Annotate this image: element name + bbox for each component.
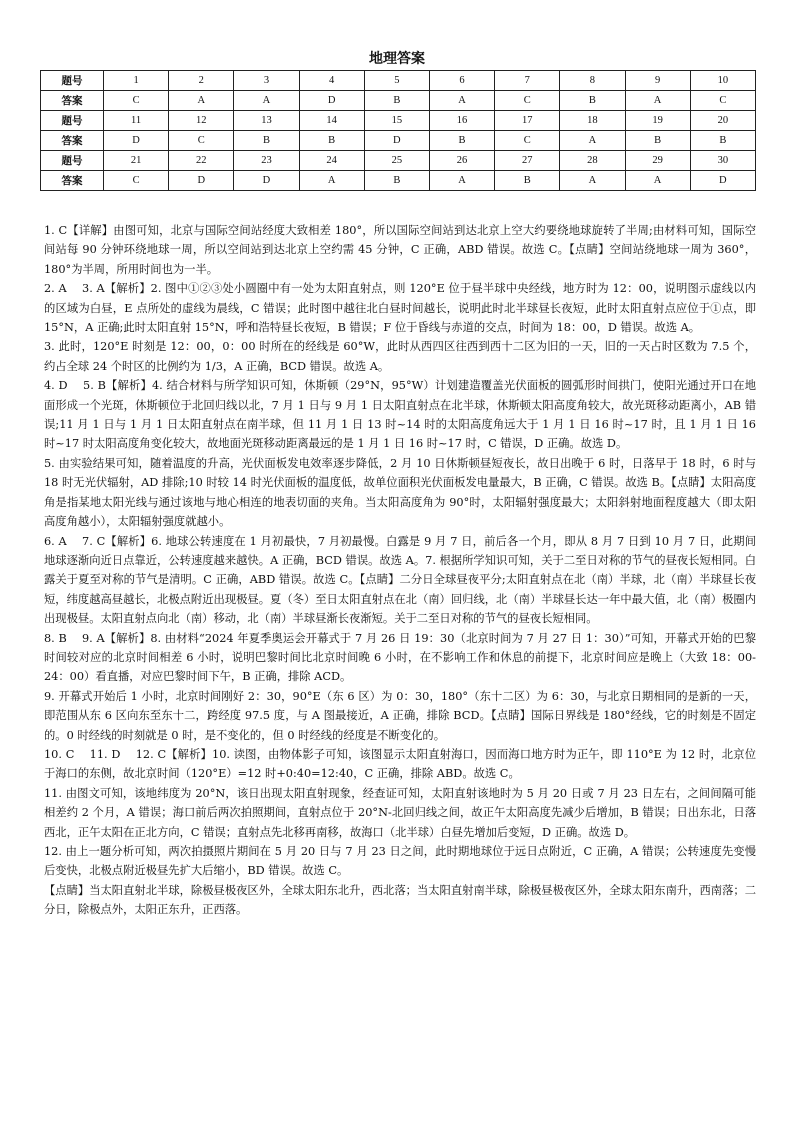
question-number-row [41, 151, 756, 171]
question-number-cell: 12 [169, 111, 234, 131]
answer-cell: A [560, 131, 625, 151]
answer-cell: C [104, 171, 169, 191]
question-number-cell: 18 [560, 111, 625, 131]
question-number-cell: 25 [364, 151, 429, 171]
answer-cell: A [625, 171, 690, 191]
question-number-cell: 29 [625, 151, 690, 171]
answer-cell: B [364, 91, 429, 111]
question-number-cell: 1 [104, 71, 169, 91]
answer-cell: B [299, 131, 364, 151]
answer-cell: A [234, 91, 299, 111]
question-number-cell: 26 [429, 151, 494, 171]
question-number-cell: 3 [234, 71, 299, 91]
explanation-paragraph: 12. 由上一题分析可知，两次拍摄照片期间在 5 月 20 日与 7 月 23 日之间，此时期地球位于远日点附近，C 正确，A 错误；公转速度先变慢后变快，北极点附近极昼先扩大后缩小，BD 错误。故选 C。 [44, 845, 756, 878]
answer-cell: A [169, 91, 234, 111]
answer-cell: D [364, 131, 429, 151]
question-number-label: 题号 [41, 151, 104, 171]
question-number-row [41, 71, 756, 91]
question-number-cell: 9 [625, 71, 690, 91]
question-number-cell: 17 [495, 111, 560, 131]
question-number-cell: 5 [364, 71, 429, 91]
answer-cell: A [560, 171, 625, 191]
question-number-cell: 21 [104, 151, 169, 171]
answer-cell: A [299, 171, 364, 191]
answer-label: 答案 [41, 171, 104, 191]
question-number-cell: 2 [169, 71, 234, 91]
question-number-cell: 7 [495, 71, 560, 91]
question-number-cell: 19 [625, 111, 690, 131]
answer-cell: A [625, 91, 690, 111]
page-title: 地理答案 [369, 51, 425, 67]
explanation-paragraph: 9. 开幕式开始后 1 小时，北京时间刚好 2：30，90°E（东 6 区）为 0：30，180°（东十二区）为 6：30，与北京日期相同的是新的一天，即范围从东 6 区向东至东十二，跨经度 97.5 度，与 A 图最接近，A 正确，排除 BCD。【点睛】国际日界线是 180°经线，它的时刻是不固定的。0 时经线的时刻就是 0 时，是不变化的，但 0 时经线的经度是不断变化的。 [44, 689, 756, 742]
explanation-paragraph: 8. B 9. A【解析】8. 由材料“2024 年夏季奥运会开幕式于 7 月 26 日 19：30（北京时间为 7 月 27 日 1：30）”可知，开幕式开始的巴黎时间较对应的北京时间相差 6 小时，说明巴黎时间比北京时间晚 6 小时，在不影响工作和休息的前提下，北京时间应是晚上（大致 18：00-24：00）看直播，对应巴黎时间下午，B 正确，排除 ACD。 [44, 631, 756, 684]
answer-cell: C [690, 91, 755, 111]
explanation-paragraph: 1. C【详解】由图可知，北京与国际空间站经度大致相差 180°，所以国际空间站到达北京上空大约要绕地球旋转了半周;由材料可知，国际空间站每 90 分钟环绕地球一周，所以空间站到达北京上空约需 45 分钟，C 正确，ABD 错误。故选 C。【点睛】空间站绕地球一周为 360°，180°为半周，所用时间也为一半。 [44, 224, 756, 276]
answer-cell: B [364, 171, 429, 191]
answer-row [41, 131, 756, 151]
question-number-cell: 13 [234, 111, 299, 131]
answer-cell: A [429, 171, 494, 191]
answer-cell: B [560, 91, 625, 111]
explanation-paragraph: 2. A 3. A【解析】2. 图中①②③处小圆圈中有一处为太阳直射点，则 120°E 位于昼半球中央经线，地方时为 12：00，说明图示虚线以内的区域为白昼，E 点所处的虚线为晨线，C 错误；此时图中越往北白昼时间越长，说明此时北半球昼长夜短，此时太阳直射点应位于①点，即 15°N，A 正确;此时太阳直射 15°N，呼和浩特昼长夜短，B 错误；F 位于昏线与赤道的交点，时间为 18：00，D 错误。故选 A。 [44, 282, 756, 335]
explanation-paragraph: 4. D 5. B【解析】4. 结合材料与所学知识可知，休斯顿（29°N，95°W）计划建造覆盖光伏面板的圆弧形时间拱门，使阳光通过开口在地面形成一个光斑，休斯顿位于北回归线以北，7 月 1 日与 9 月 1 日太阳直射点在北半球，休斯顿太阳高度角较大，故光斑移动距离小，AB 错误;11 月 1 日与 1 月 1 日太阳直射点在南半球，但 11 月 1 日 13 时~14 时的太阳高度角远大于 1 月 1 日 16 时~17 时，且 1 月 1 日 16 时~17 时太阳高度角变化较大，故地面光斑移动距离最远的是 1 月 1 日 16 时~17 时，C 错误，D 正确。故选 D。 [44, 379, 756, 451]
question-number-label: 题号 [41, 111, 104, 131]
explanation-paragraph: 3. 此时，120°E 时刻是 12：00，0：00 时所在的经线是 60°W，此时从西四区往西到西十二区为旧的一天，旧的一天占时区数为 7.5 个，约占全球 24 个时区的比例约为 1/3，A 正确，BCD 错误。故选 A。 [44, 340, 756, 373]
question-number-cell: 30 [690, 151, 755, 171]
question-number-cell: 6 [429, 71, 494, 91]
question-number-cell: 10 [690, 71, 755, 91]
answer-label: 答案 [41, 131, 104, 151]
question-number-cell: 27 [495, 151, 560, 171]
question-number-cell: 24 [299, 151, 364, 171]
explanation-paragraph: 5. 由实验结果可知，随着温度的升高，光伏面板发电效率逐步降低，2 月 10 日休斯顿昼短夜长，故日出晚于 6 时，日落早于 18 时，6 时与 18 时无光伏辐射，AD 排除;10 时较 14 时光伏面板的温度低，故单位面积光伏面板发电量最大，B 正确，C 错误。故选 B。【点睛】太阳高度角是指某地太阳光线与通过该地与地心相连的地表切面的夹角。当太阳高度角为 90°时，太阳辐射强度最大；太阳斜射地面程度越大（即太阳高度角越小），太阳辐射强度就越小。 [44, 456, 756, 529]
answer-cell: C [169, 131, 234, 151]
answer-cell: B [495, 171, 560, 191]
explanation-paragraph: 11. 由图文可知，该地纬度为 20°N，该日出现太阳直射现象，经查证可知，太阳直射该地时为 5 月 20 日或 7 月 23 日左右，之间间隔可能相差约 2 个月，A 错误；海口前后两次拍照期间，直射点位于 20°N-北回归线之间，故正午太阳高度先减少后增加，B 错误；日出东北，日落西北，正午太阳在正北方向，C 错误；直射点先北移再南移，故海口（北半球）白昼先增加后变短，D 正确。故选 D。 [44, 786, 756, 839]
question-number-cell: 16 [429, 111, 494, 131]
answer-cell: D [104, 131, 169, 151]
answer-cell: D [169, 171, 234, 191]
question-number-cell: 11 [104, 111, 169, 131]
question-number-cell: 20 [690, 111, 755, 131]
explanation-paragraph: 6. A 7. C【解析】6. 地球公转速度在 1 月初最快，7 月初最慢。白露是 9 月 7 日，前后各一个月，即从 8 月 7 日到 10 月 7 日，此期间地球逐渐向近日点靠近，公转速度越来越快。A 正确，BCD 错误。故选 A。7. 根据所学知识可知，关于二至日对称的节气的昼夜长短相同。白露关于夏至对称的节气是清明。C 正确，ABD 错误。故选 C。【点睛】二分日全球昼夜平分;太阳直射点在北（南）半球，北（南）半球昼长夜短，纬度越高昼越长，北极点附近出现极昼。夏（冬）至日太阳直射点在北（南）回归线，北（南）半球昼长达一年中最大值，北（南）极圈内出现极昼。太阳直射点向北（南）移动，北（南）半球昼渐长夜渐短。关于二至日对称的节气的昼夜长短相同。 [44, 534, 756, 626]
question-number-cell: 8 [560, 71, 625, 91]
answer-row [41, 171, 756, 191]
question-number-label: 题号 [41, 71, 104, 91]
explanation-paragraph: 10. C 11. D 12. C【解析】10. 读图，由物体影子可知，该图显示太阳直射海口，因而海口地方时为正午，即 110°E 为 12 时，北京位于海口的东侧，故北京时间（120°E）=12 时+0:40=12:40，C 正确，排除 ABD。故选 C。 [44, 747, 756, 781]
answer-cell: A [429, 91, 494, 111]
question-number-cell: 28 [560, 151, 625, 171]
explanation-paragraph: 【点睛】当太阳直射北半球，除极昼极夜区外，全球太阳东北升，西北落；当太阳直射南半球，除极昼极夜区外，全球太阳东南升，西南落；二分日，除极点外，太阳正东升，正西落。 [44, 883, 756, 917]
question-number-cell: 15 [364, 111, 429, 131]
answer-cell: C [495, 131, 560, 151]
answer-label: 答案 [41, 91, 104, 111]
question-number-cell: 23 [234, 151, 299, 171]
answer-cell: D [299, 91, 364, 111]
answer-cell: B [690, 131, 755, 151]
answer-explanations [44, 221, 756, 920]
question-number-row [41, 111, 756, 131]
answer-table-body [41, 71, 756, 191]
answer-cell: D [234, 171, 299, 191]
answer-cell: C [495, 91, 560, 111]
answer-cell: B [234, 131, 299, 151]
answer-table [40, 70, 756, 191]
question-number-cell: 4 [299, 71, 364, 91]
question-number-cell: 22 [169, 151, 234, 171]
question-number-cell: 14 [299, 111, 364, 131]
answer-cell: B [625, 131, 690, 151]
answer-cell: D [690, 171, 755, 191]
answer-row [41, 91, 756, 111]
answer-cell: C [104, 91, 169, 111]
answer-cell: B [429, 131, 494, 151]
